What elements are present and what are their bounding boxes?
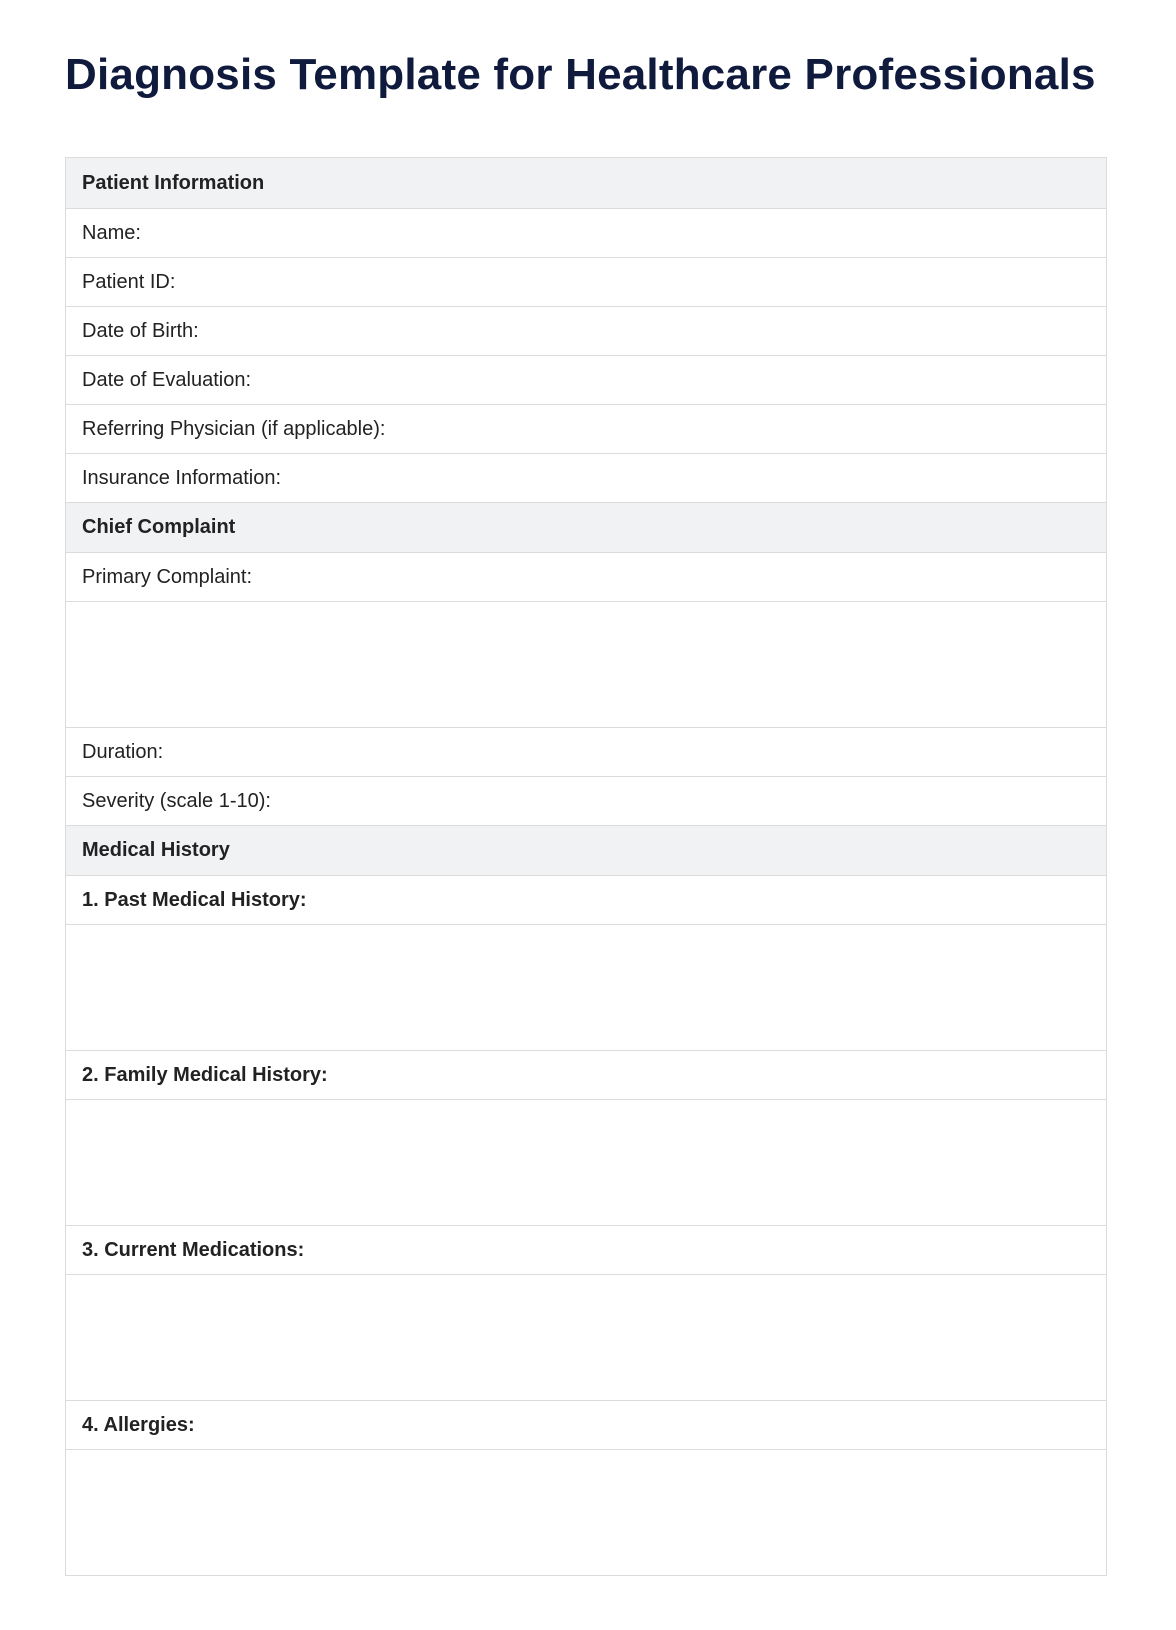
past-medical-history-textarea[interactable]	[66, 924, 1106, 1050]
page-title: Diagnosis Template for Healthcare Professionals	[65, 50, 1096, 99]
family-medical-history-textarea[interactable]	[66, 1099, 1106, 1225]
subheading-allergies: 4. Allergies:	[66, 1400, 1106, 1449]
section-header-chief-complaint: Chief Complaint	[66, 502, 1106, 552]
field-referring-physician[interactable]: Referring Physician (if applicable):	[66, 404, 1106, 453]
subheading-family-medical-history: 2. Family Medical History:	[66, 1050, 1106, 1099]
current-medications-textarea[interactable]	[66, 1274, 1106, 1400]
field-severity[interactable]: Severity (scale 1-10):	[66, 776, 1106, 825]
allergies-textarea[interactable]	[66, 1449, 1106, 1575]
subheading-current-medications: 3. Current Medications:	[66, 1225, 1106, 1274]
section-header-medical-history: Medical History	[66, 825, 1106, 875]
field-duration[interactable]: Duration:	[66, 727, 1106, 776]
section-header-patient-information: Patient Information	[66, 158, 1106, 208]
field-date-of-evaluation[interactable]: Date of Evaluation:	[66, 355, 1106, 404]
field-primary-complaint[interactable]: Primary Complaint:	[66, 552, 1106, 601]
diagnosis-form-table	[65, 157, 1107, 1576]
primary-complaint-textarea[interactable]	[66, 601, 1106, 727]
field-patient-id[interactable]: Patient ID:	[66, 257, 1106, 306]
subheading-past-medical-history: 1. Past Medical History:	[66, 875, 1106, 924]
field-date-of-birth[interactable]: Date of Birth:	[66, 306, 1106, 355]
field-name[interactable]: Name:	[66, 208, 1106, 257]
field-insurance-information[interactable]: Insurance Information:	[66, 453, 1106, 502]
